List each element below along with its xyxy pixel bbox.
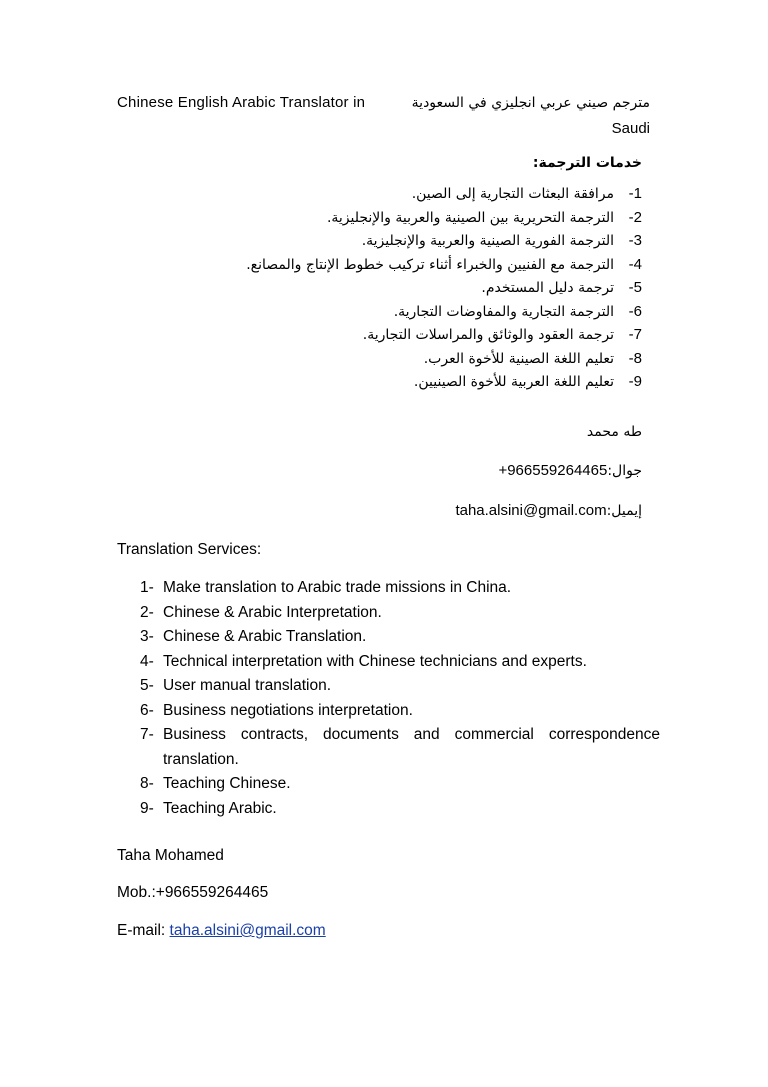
- list-item: [140, 625, 660, 650]
- list-text: الترجمة مع الفنيين والخبراء أثناء تركيب خطوط الإنتاج والمصانع.: [246, 256, 614, 273]
- list-number: -3: [628, 232, 642, 249]
- list-number: 6-: [140, 701, 154, 719]
- list-text: مرافقة البعثات التجارية إلى الصين.: [411, 186, 614, 202]
- list-number: 1-: [140, 579, 154, 596]
- arabic-contact-mobile: [102, 462, 642, 479]
- list-text: Chinese & Arabic Interpretation.: [163, 603, 382, 621]
- list-item: [140, 772, 660, 797]
- list-number: 2-: [140, 603, 154, 621]
- list-text: الترجمة التحريرية بين الصينية والعربية والإنجليزية.: [326, 209, 614, 226]
- english-services-list: [140, 576, 660, 821]
- title-english: Chinese English Arabic Translator in: [117, 94, 366, 111]
- list-text: Teaching Chinese.: [163, 775, 291, 792]
- list-number: 9-: [140, 799, 154, 817]
- list-text: ترجمة دليل المستخدم.: [481, 280, 614, 296]
- list-item: [102, 276, 642, 300]
- english-contact-email: [117, 921, 326, 941]
- list-number: -5: [628, 279, 642, 296]
- list-number: -9: [628, 373, 642, 390]
- list-number: 3-: [140, 628, 154, 645]
- english-contact-mobile: Mob.:+966559264465: [117, 884, 269, 901]
- list-item: [102, 370, 642, 394]
- list-item: [140, 699, 660, 724]
- list-text: تعليم اللغة العربية للأخوة الصينيين.: [413, 374, 614, 390]
- list-text: Business negotiations interpretation.: [163, 701, 413, 719]
- list-text: Teaching Arabic.: [163, 799, 277, 817]
- email-label: إيميل:: [606, 503, 642, 519]
- list-number: -6: [628, 302, 642, 320]
- list-number: 4-: [140, 652, 154, 670]
- list-text: الترجمة التجارية والمفاوضات التجارية.: [393, 303, 614, 320]
- list-item: [140, 674, 660, 699]
- arabic-services-list: [102, 182, 642, 394]
- list-number: 8-: [140, 775, 154, 792]
- list-number: -2: [628, 208, 642, 226]
- list-number: 5-: [140, 677, 154, 694]
- list-item: [140, 723, 660, 772]
- list-text: Chinese & Arabic Translation.: [163, 628, 367, 645]
- list-item: [140, 576, 660, 601]
- title-arabic: مترجم صيني عربي انجليزي في السعودية: [411, 95, 650, 111]
- list-item: [102, 300, 642, 324]
- list-text: Technical interpretation with Chinese technicians and experts.: [163, 652, 587, 670]
- list-text: ترجمة العقود والوثائق والمراسلات التجارية.: [362, 327, 614, 343]
- email-value: taha.alsini@gmail.com: [455, 502, 607, 519]
- mobile-value: +966559264465: [498, 462, 608, 479]
- english-contact-name: Taha Mohamed: [117, 847, 224, 864]
- list-item: [140, 601, 660, 626]
- list-item: [102, 253, 642, 277]
- list-number: -8: [628, 349, 642, 367]
- list-text: تعليم اللغة الصينية للأخوة العرب.: [423, 350, 614, 367]
- arabic-services-heading: خدمات الترجمة:: [532, 155, 642, 171]
- list-text: User manual translation.: [163, 677, 331, 694]
- list-item: [102, 229, 642, 253]
- list-text: Business contracts, documents and commercial correspondence translation.: [163, 726, 660, 768]
- list-item: [102, 347, 642, 371]
- list-number: 7-: [140, 726, 154, 743]
- arabic-contact-email: [102, 502, 642, 519]
- title-continuation: Saudi: [611, 120, 650, 137]
- list-text: الترجمة الفورية الصينية والعربية والإنجليزية.: [361, 233, 614, 249]
- document-title: [117, 93, 650, 113]
- list-number: -1: [628, 185, 642, 202]
- list-number: -4: [628, 255, 642, 273]
- list-item: [140, 650, 660, 675]
- list-item: [102, 323, 642, 347]
- list-item: [140, 797, 660, 822]
- list-item: [102, 182, 642, 206]
- mobile-label: جوال:: [607, 463, 642, 479]
- email-link[interactable]: taha.alsini@gmail.com: [169, 922, 326, 939]
- arabic-contact-name: طه محمد: [586, 424, 642, 440]
- english-services-heading: Translation Services:: [117, 541, 262, 558]
- email-label: E-mail:: [117, 922, 170, 939]
- list-text: Make translation to Arabic trade missions in China.: [163, 579, 512, 596]
- list-number: -7: [628, 326, 642, 343]
- list-item: [102, 206, 642, 230]
